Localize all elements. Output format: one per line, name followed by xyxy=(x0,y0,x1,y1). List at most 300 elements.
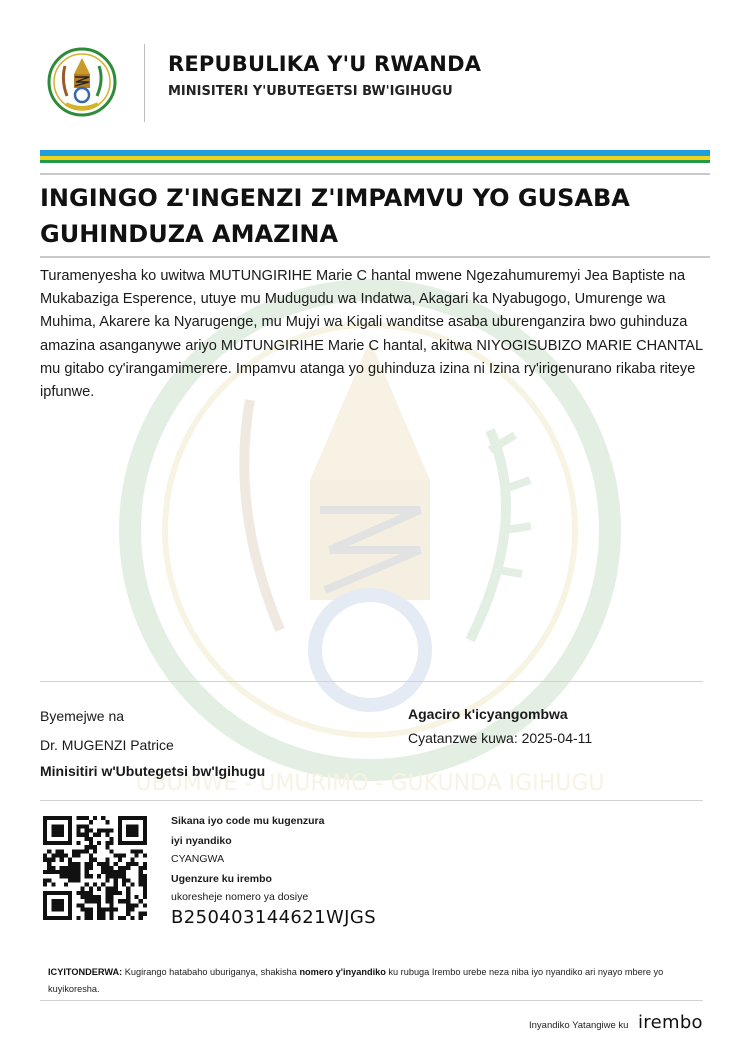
document-title: INGINGO Z'INGENZI Z'IMPAMVU YO GUSABA GUHINDUZA AMAZINA xyxy=(40,184,630,248)
qr-module xyxy=(43,820,47,824)
qr-module xyxy=(135,895,139,899)
flag-stripe-green xyxy=(40,160,710,163)
qr-module xyxy=(43,912,47,916)
qr-module xyxy=(85,908,89,912)
irembo-logo[interactable]: irembo xyxy=(638,1012,703,1033)
signature-rule xyxy=(40,681,703,682)
qr-module xyxy=(114,887,118,891)
qr-module xyxy=(118,816,122,820)
qr-module xyxy=(68,903,72,907)
qr-module xyxy=(72,878,76,882)
qr-module xyxy=(80,903,84,907)
verification-rule xyxy=(40,800,703,801)
qr-module xyxy=(80,816,84,820)
qr-module xyxy=(76,874,80,878)
qr-module xyxy=(130,916,134,920)
qr-module xyxy=(76,833,80,837)
qr-module xyxy=(130,824,134,828)
qr-module xyxy=(51,816,55,820)
qr-module xyxy=(89,866,93,870)
qr-module xyxy=(68,833,72,837)
qr-module xyxy=(101,883,105,887)
title-rule xyxy=(40,256,710,258)
qr-module xyxy=(143,883,147,887)
qr-module xyxy=(85,862,89,866)
qr-module xyxy=(101,828,105,832)
qr-module xyxy=(68,912,72,916)
qr-module xyxy=(135,816,139,820)
qr-module xyxy=(43,908,47,912)
qr-module xyxy=(47,866,51,870)
qr-module xyxy=(55,841,59,845)
qr-module xyxy=(122,916,126,920)
qr-module xyxy=(85,837,89,841)
qr-module xyxy=(110,903,114,907)
qr-module xyxy=(85,916,89,920)
qr-module xyxy=(139,878,143,882)
qr-module xyxy=(93,883,97,887)
qr-module xyxy=(126,891,130,895)
qr-module xyxy=(110,912,114,916)
qr-module xyxy=(126,895,130,899)
qr-module xyxy=(85,870,89,874)
qr-module xyxy=(130,828,134,832)
qr-module xyxy=(80,908,84,912)
qr-module xyxy=(60,816,64,820)
qr-module xyxy=(47,841,51,845)
qr-module xyxy=(105,820,109,824)
qr-module xyxy=(76,903,80,907)
qr-module xyxy=(89,912,93,916)
qr-module xyxy=(97,887,101,891)
qr-module xyxy=(51,916,55,920)
qr-module xyxy=(68,866,72,870)
qr-module xyxy=(80,895,84,899)
qr-module xyxy=(143,878,147,882)
header-rule xyxy=(40,173,710,175)
qr-module xyxy=(126,862,130,866)
qr-module xyxy=(76,828,80,832)
qr-module xyxy=(60,824,64,828)
qr-module xyxy=(130,862,134,866)
qr-module xyxy=(135,828,139,832)
qr-module xyxy=(143,887,147,891)
qr-module xyxy=(126,866,130,870)
qr-module xyxy=(105,878,109,882)
qr-module xyxy=(55,824,59,828)
qr-module xyxy=(93,833,97,837)
qr-module xyxy=(76,853,80,857)
qr-module xyxy=(110,841,114,845)
issued-date: Cyatanzwe kuwa: 2025-04-11 xyxy=(408,730,593,746)
qr-module xyxy=(68,874,72,878)
qr-module xyxy=(47,816,51,820)
qr-module xyxy=(43,895,47,899)
qr-module xyxy=(126,899,130,903)
qr-module xyxy=(80,849,84,853)
qr-module xyxy=(85,824,89,828)
qr-module xyxy=(110,870,114,874)
qr-module xyxy=(76,824,80,828)
qr-module xyxy=(76,870,80,874)
qr-module xyxy=(85,816,89,820)
qr-module xyxy=(64,883,68,887)
qr-module xyxy=(93,858,97,862)
qr-module xyxy=(60,903,64,907)
approved-by-label: Byemejwe na xyxy=(40,708,125,724)
qr-module xyxy=(143,828,147,832)
qr-module xyxy=(93,849,97,853)
qr-module xyxy=(101,908,105,912)
qr-module xyxy=(68,858,72,862)
qr-module xyxy=(60,891,64,895)
qr-module xyxy=(143,866,147,870)
qr-module xyxy=(97,828,101,832)
qr-module xyxy=(118,891,122,895)
qr-module xyxy=(143,820,147,824)
qr-module xyxy=(122,816,126,820)
qr-module xyxy=(126,912,130,916)
qr-module xyxy=(89,820,93,824)
qr-module xyxy=(105,895,109,899)
qr-module xyxy=(126,878,130,882)
qr-module xyxy=(43,837,47,841)
qr-module xyxy=(105,908,109,912)
qr-module xyxy=(135,862,139,866)
document-value-heading: Agaciro k'icyangombwa xyxy=(408,706,568,722)
qr-module xyxy=(89,858,93,862)
flag-color-stripes xyxy=(40,150,710,163)
qr-module xyxy=(89,841,93,845)
qr-module xyxy=(89,887,93,891)
qr-module xyxy=(143,895,147,899)
qr-module xyxy=(143,833,147,837)
qr-module xyxy=(55,833,59,837)
qr-module xyxy=(118,870,122,874)
qr-module xyxy=(139,874,143,878)
qr-module xyxy=(55,891,59,895)
qr-module xyxy=(60,899,64,903)
qr-module xyxy=(101,916,105,920)
qr-module xyxy=(64,866,68,870)
qr-module xyxy=(126,828,130,832)
footer-rule xyxy=(40,1000,703,1001)
qr-module xyxy=(89,891,93,895)
qr-module xyxy=(118,853,122,857)
qr-module xyxy=(135,833,139,837)
qr-module xyxy=(126,833,130,837)
qr-module xyxy=(76,891,80,895)
qr-module xyxy=(114,874,118,878)
qr-module xyxy=(139,841,143,845)
qr-module xyxy=(55,908,59,912)
qr-module xyxy=(143,841,147,845)
qr-module xyxy=(85,833,89,837)
qr-module xyxy=(118,828,122,832)
qr-module xyxy=(130,883,134,887)
qr-module xyxy=(64,816,68,820)
qr-module xyxy=(60,870,64,874)
qr-module xyxy=(89,845,93,849)
qr-module xyxy=(76,866,80,870)
qr-module xyxy=(51,841,55,845)
qr-module xyxy=(97,862,101,866)
qr-module xyxy=(51,853,55,857)
qr-module xyxy=(114,891,118,895)
qr-module xyxy=(85,912,89,916)
qr-module xyxy=(60,828,64,832)
qr-module xyxy=(51,883,55,887)
qr-module xyxy=(105,845,109,849)
qr-module xyxy=(126,887,130,891)
qr-module xyxy=(80,891,84,895)
qr-module xyxy=(105,833,109,837)
qr-module xyxy=(68,916,72,920)
qr-module xyxy=(89,837,93,841)
qr-module xyxy=(143,816,147,820)
qr-module xyxy=(55,849,59,853)
qr-module xyxy=(130,858,134,862)
qr-module xyxy=(68,820,72,824)
qr-module xyxy=(55,870,59,874)
qr-module xyxy=(43,816,47,820)
qr-module xyxy=(85,891,89,895)
qr-module xyxy=(72,874,76,878)
qr-module xyxy=(68,816,72,820)
qr-module xyxy=(143,903,147,907)
qr-module xyxy=(130,849,134,853)
qr-module xyxy=(122,853,126,857)
qr-module xyxy=(47,862,51,866)
qr-module xyxy=(68,891,72,895)
qr-module xyxy=(72,862,76,866)
qr-module xyxy=(101,862,105,866)
qr-module xyxy=(135,841,139,845)
qr-module xyxy=(97,899,101,903)
qr-module xyxy=(105,862,109,866)
qr-module xyxy=(55,899,59,903)
qr-module xyxy=(122,866,126,870)
qr-module xyxy=(143,853,147,857)
qr-module xyxy=(139,912,143,916)
qr-module xyxy=(105,887,109,891)
qr-module xyxy=(60,908,64,912)
qr-module xyxy=(85,874,89,878)
qr-module xyxy=(97,908,101,912)
qr-module xyxy=(130,908,134,912)
qr-module xyxy=(114,878,118,882)
qr-module xyxy=(105,858,109,862)
qr-module xyxy=(97,833,101,837)
qr-module xyxy=(114,908,118,912)
qr-module xyxy=(105,891,109,895)
or-separator: CYANGWA xyxy=(171,853,225,865)
qr-module xyxy=(85,866,89,870)
qr-module xyxy=(80,833,84,837)
qr-module xyxy=(122,883,126,887)
qr-module xyxy=(139,916,143,920)
qr-module xyxy=(118,874,122,878)
notice-label: ICYITONDERWA: xyxy=(48,967,123,977)
document-body: Turamenyesha ko uwitwa MUTUNGIRIHE Marie C hantal mwene Ngezahumuremyi Jea Baptiste na Mukabaziga Esperence, utuye mu Mudugudu wa Indatwa, Akagari ka Nyabugogo, Umurenge wa Muhima, Akarere ka Nyarugenge, mu Mujyi wa Kigali wanditse asaba uburenganzira bwo guhinduza amazina asanganywe ariyo MUTUNGIRIHE Marie C hantal, akitwa NIYOGISUBIZO MARIE CHANTAL mu gitabo cy'irangamimerere. Impamvu atanga yo guhinduza izina ni Izina ry'irigenurano rikaba riteye ipfunwe. xyxy=(40,268,703,401)
qr-module xyxy=(43,878,47,882)
qr-module xyxy=(118,866,122,870)
qr-module xyxy=(143,824,147,828)
qr-module xyxy=(68,837,72,841)
qr-module xyxy=(51,899,55,903)
qr-module xyxy=(68,824,72,828)
qr-module xyxy=(139,883,143,887)
qr-module xyxy=(47,891,51,895)
qr-module xyxy=(89,862,93,866)
qr-module xyxy=(76,862,80,866)
qr-module xyxy=(64,891,68,895)
qr-module xyxy=(126,841,130,845)
qr-module xyxy=(60,916,64,920)
signer-name: Dr. MUGENZI Patrice xyxy=(40,737,174,753)
qr-module xyxy=(105,870,109,874)
qr-module xyxy=(85,899,89,903)
qr-module xyxy=(68,862,72,866)
qr-module xyxy=(143,862,147,866)
qr-module xyxy=(110,908,114,912)
qr-module xyxy=(51,866,55,870)
qr-code-icon[interactable] xyxy=(43,816,147,920)
qr-module xyxy=(43,833,47,837)
qr-module xyxy=(55,816,59,820)
qr-module xyxy=(118,841,122,845)
qr-module xyxy=(110,899,114,903)
qr-module xyxy=(143,837,147,841)
qr-module xyxy=(135,903,139,907)
qr-module xyxy=(126,816,130,820)
qr-module xyxy=(43,916,47,920)
qr-module xyxy=(143,912,147,916)
qr-module xyxy=(139,866,143,870)
qr-module xyxy=(110,895,114,899)
qr-module xyxy=(76,878,80,882)
qr-module xyxy=(60,849,64,853)
qr-module xyxy=(85,845,89,849)
qr-module xyxy=(76,916,80,920)
qr-module xyxy=(76,841,80,845)
qr-module xyxy=(105,866,109,870)
qr-module xyxy=(139,816,143,820)
qr-module xyxy=(118,820,122,824)
qr-module xyxy=(68,878,72,882)
qr-module xyxy=(85,895,89,899)
qr-module xyxy=(122,899,126,903)
qr-module xyxy=(130,841,134,845)
qr-module xyxy=(114,862,118,866)
qr-module xyxy=(105,874,109,878)
qr-module xyxy=(60,866,64,870)
qr-module xyxy=(105,828,109,832)
qr-module xyxy=(143,874,147,878)
qr-module xyxy=(89,828,93,832)
scan-instruction: Sikana iyo code mu kugenzura xyxy=(171,815,325,827)
qr-module xyxy=(85,883,89,887)
qr-module xyxy=(43,891,47,895)
application-number: B250403144621WJGS xyxy=(171,907,377,928)
qr-module xyxy=(60,858,64,862)
qr-module xyxy=(43,899,47,903)
qr-module xyxy=(118,916,122,920)
qr-module xyxy=(51,828,55,832)
qr-module xyxy=(135,853,139,857)
qr-module xyxy=(51,833,55,837)
qr-module xyxy=(47,878,51,882)
qr-module xyxy=(101,870,105,874)
signer-title: Minisitiri w'Ubutegetsi bw'Igihugu xyxy=(40,763,266,779)
qr-module xyxy=(118,837,122,841)
republic-name: REPUBULIKA Y'U RWANDA xyxy=(168,52,482,76)
qr-module xyxy=(43,883,47,887)
qr-module xyxy=(43,903,47,907)
verify-instruction: ukoresheje nomero ya dosiye xyxy=(171,891,309,903)
qr-module xyxy=(139,899,143,903)
qr-module xyxy=(118,833,122,837)
qr-module xyxy=(139,870,143,874)
qr-module xyxy=(97,874,101,878)
qr-module xyxy=(105,899,109,903)
qr-module xyxy=(47,916,51,920)
qr-module xyxy=(72,853,76,857)
qr-module xyxy=(55,916,59,920)
qr-module xyxy=(118,824,122,828)
qr-module xyxy=(51,824,55,828)
qr-module xyxy=(126,903,130,907)
ministry-name: MINISITERI Y'UBUTEGETSI BW'IGIHUGU xyxy=(168,84,453,99)
qr-module xyxy=(122,841,126,845)
qr-module xyxy=(110,828,114,832)
scan-instruction-cont: iyi nyandiko xyxy=(171,835,232,847)
qr-module xyxy=(55,828,59,832)
qr-module xyxy=(47,858,51,862)
qr-module xyxy=(122,878,126,882)
qr-module xyxy=(93,899,97,903)
qr-module xyxy=(114,870,118,874)
qr-module xyxy=(89,916,93,920)
qr-module xyxy=(89,874,93,878)
svg-text:UBUMWE - UMURIMO - GUKUNDA IGI: UBUMWE - UMURIMO - GUKUNDA IGIHUGU xyxy=(135,771,605,796)
notice-text-before: Kugirango hatabaho uburiganya, shakisha xyxy=(122,967,300,977)
qr-module xyxy=(122,874,126,878)
qr-module xyxy=(51,903,55,907)
qr-module xyxy=(51,870,55,874)
qr-module xyxy=(110,887,114,891)
qr-module xyxy=(97,895,101,899)
header-divider xyxy=(144,44,145,122)
warning-notice xyxy=(48,964,688,998)
qr-module xyxy=(89,895,93,899)
qr-module xyxy=(89,899,93,903)
qr-module xyxy=(55,903,59,907)
qr-module xyxy=(101,816,105,820)
qr-module xyxy=(89,853,93,857)
notice-text-after: ku rubuga Irembo urebe neza niba iyo nyandiko ari nyayo mbere yo kuyikoresha. xyxy=(48,967,664,994)
issued-on-label: Inyandiko Yatangiwe ku xyxy=(529,1020,629,1031)
qr-module xyxy=(110,916,114,920)
notice-emphasis: nomero y'inyandiko xyxy=(299,967,386,977)
qr-module xyxy=(76,849,80,853)
qr-module xyxy=(60,833,64,837)
qr-module xyxy=(47,849,51,853)
qr-module xyxy=(85,849,89,853)
qr-module xyxy=(43,828,47,832)
qr-module xyxy=(60,874,64,878)
qr-module xyxy=(51,891,55,895)
